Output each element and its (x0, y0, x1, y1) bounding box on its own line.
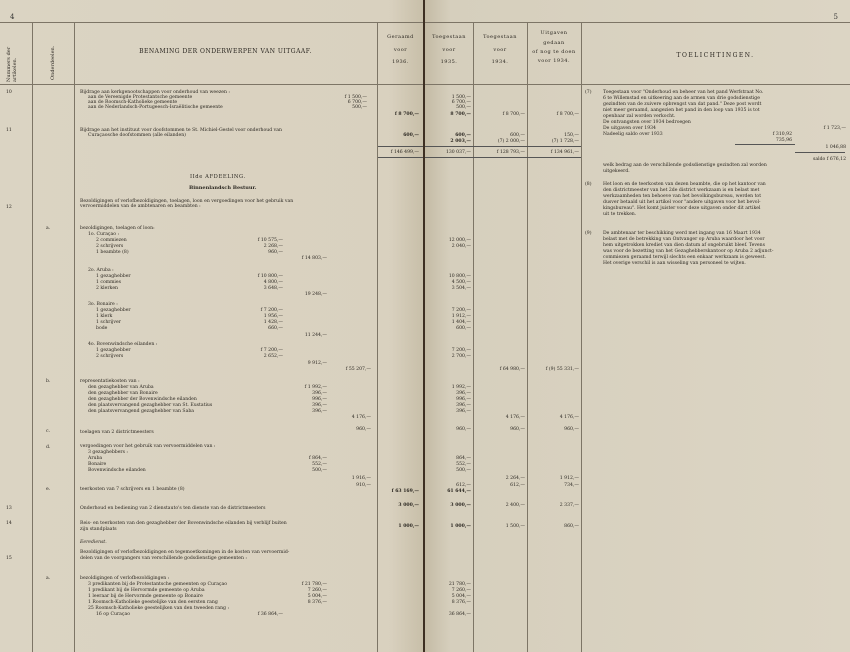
sum-rule (527, 157, 581, 158)
geraamd-line: voor (393, 47, 408, 53)
note-amount: 735,96 (775, 138, 792, 143)
amount-1935: 552,— (456, 462, 471, 467)
note-number: (9) (585, 231, 592, 236)
note-number: (7) (585, 90, 592, 95)
note-line: Het loon en de teerkosten van dezen beambte, die op het kantoor van (603, 182, 766, 187)
amount-1934: (7) 2 000,— (497, 139, 525, 144)
geraamd-line: Geraamd (387, 34, 414, 40)
note-line: Nadeelig saldo over 1933 (603, 132, 663, 137)
amount-1935: 500,— (456, 468, 471, 473)
art-line: Bijdrage aan het instituut voor doofstommen te St. Michiel-Gestel voor onderhoud van (80, 128, 282, 133)
amount: f 864,— (309, 456, 327, 461)
geraamd-line: 1936. (392, 59, 409, 65)
note-line: gezindten van de zuivere opbrengst van dat pand." Deze post wordt (603, 102, 762, 107)
art-number: 13 (6, 506, 12, 511)
art-number: 14 (6, 521, 12, 526)
note-line: werkzaamheden ten behoeve van het bevolkingsbureau, werden tot (603, 194, 762, 199)
total: 4 176,— (351, 415, 371, 420)
amount-1935: 396,— (456, 403, 471, 408)
col-rule (473, 22, 474, 652)
item: 3 predikanten bij de Protestantsche gemeenten op Curaçao (88, 582, 228, 587)
note-line: commiezen geraamd terwijl slechts een enkaar werkzaam is geweest. (603, 255, 766, 260)
amount-1935: 1 992,— (451, 385, 471, 390)
amount: 396,— (312, 403, 327, 408)
amount-1935: 4 500,— (451, 280, 471, 285)
sub-head: bezoldigingen, toelagen of loon: (80, 226, 155, 231)
amount: 3 648,— (263, 286, 283, 291)
note-line: De ontvangsten over 1934 bedroegen (603, 120, 691, 125)
item: 1 schrijver (96, 320, 121, 325)
note-line: niet meer geraamd, aangezien het pand in den loop van 1935 is tot (603, 108, 760, 113)
art-line: aan de Roomsch-Katholieke gemeente (88, 100, 178, 105)
amount-total: 3 000,— (398, 503, 419, 508)
subtotal: 9 912,— (307, 361, 327, 366)
header-line: Uitgaven (540, 30, 568, 36)
amount: 4 800,— (263, 280, 283, 285)
subtotal: f 14 803,— (301, 256, 327, 261)
sub-label: a. (46, 226, 51, 231)
col-header-benaming: BENAMING DER ONDERWERPEN VAN UITGAAF. (139, 48, 312, 55)
art-number: 11 (6, 128, 12, 133)
island-head: 1o. Curaçao : (88, 232, 120, 237)
art-line: vervoermiddelen van de ambtenaren en beambten : (80, 204, 201, 209)
amount-1935: 5 004,— (451, 594, 471, 599)
amount-1934: 4 176,— (505, 415, 525, 420)
amount-1935: 1 000,— (450, 524, 471, 529)
afdeeling-subtitle: Binnenlandsch Bestuur. (189, 185, 257, 191)
item: 1 gezaghebber (96, 348, 131, 353)
amount: f 1 992,— (304, 385, 327, 390)
item: 2 commiezen (96, 238, 127, 243)
item: 1 beambte (8) (96, 250, 129, 255)
item: 1 Roomsch-Katholieke geestelijke van den eersten rang (88, 600, 218, 605)
amount-1934: 1 500,— (505, 524, 525, 529)
header-bottom-rule (0, 84, 423, 85)
item: den gezaghebber van Bonaire (88, 391, 158, 396)
header-line: 1935. (440, 59, 458, 65)
amount-1935: 8 700,— (450, 112, 471, 117)
sub-head: 3 gezaghebbers : (88, 450, 128, 455)
col-rule (32, 22, 33, 652)
sub-label: d. (46, 445, 51, 450)
sub-label: c. (46, 429, 51, 434)
col-header-1934 (473, 34, 527, 65)
amount-1935: 3 000,— (450, 503, 471, 508)
amount-uitgaven: 1 912,— (559, 476, 579, 481)
note-line: was voor de bezetting van het Gezaghebberskantoor op Aruba 2 adjunct- (603, 249, 774, 254)
item: den gezaghebber der Bovenwindsche eilanden (88, 397, 197, 402)
col-rule (377, 22, 378, 652)
header-line: voor 1934. (537, 58, 571, 64)
amount-1934: 2 264,— (505, 476, 525, 481)
item: 25 Roomsch-Katholieke geestelijken van den tweeden rang : (88, 606, 230, 611)
art-line: aan de Vereenigde Protestantsche gemeente (88, 95, 193, 100)
col-header-onderdeelen: Onderdeelen. (50, 45, 56, 80)
item: 1 gezaghebber (96, 274, 131, 279)
amount-1934: 600,— (510, 133, 525, 138)
sum-rule (527, 146, 581, 147)
note-line: 6 te Willemstad en uitkeering aan de armen van drie godsdienstige (603, 96, 760, 101)
amount-1935: 396,— (456, 391, 471, 396)
amount-1935: 612,— (456, 483, 471, 488)
amount-1934: 2 400,— (505, 503, 525, 508)
item: 2 schrijvers (96, 354, 124, 359)
header-line: of nog te doen (532, 49, 576, 55)
amount: f 1 500,— (344, 95, 367, 100)
amount-1935: 960,— (456, 427, 471, 432)
amount-uitgaven: (7) 1 728,— (551, 139, 579, 144)
sub-head: vergoedingen voor het gebruik van vervoermiddelen van : (80, 444, 216, 449)
item: Bovenwindsche eilanden (88, 468, 146, 473)
amount-1935: 864,— (456, 456, 471, 461)
sum-rule (473, 146, 527, 147)
item: 1 gezaghebber (96, 308, 131, 313)
grand-total: f 63 169,— (391, 489, 419, 494)
art-number: 12 (6, 205, 12, 210)
item: 1 klerk (96, 314, 113, 319)
amount: f 7 200,— (260, 308, 283, 313)
amount: 960,— (268, 250, 283, 255)
amount: f 36 864,— (257, 612, 283, 617)
sub-label: b. (46, 379, 51, 384)
page-number-left: 4 (10, 13, 15, 21)
sub-label: e. (46, 487, 51, 492)
note-line: De ambtenaar ter beschikking werd met ingang van 16 Maart 1934 (603, 231, 761, 236)
left-page (0, 0, 423, 652)
art-line: zijn standplaats (80, 527, 117, 532)
note-line: kingsbureau". Het komt juister voor deze uitgaven onder dit artikel (603, 206, 761, 211)
sum-rule (795, 152, 845, 153)
note-line: hem uitgetrokken krediet van dien datum af ongebruikt bleef. Tevens (603, 243, 765, 248)
header-line: 1934. (491, 59, 509, 65)
amount-1935: 600,— (456, 326, 471, 331)
item: 2 klerken (96, 286, 119, 291)
amount: 500,— (312, 468, 327, 473)
art-number: 15 (6, 556, 12, 561)
total: 910,— (356, 483, 371, 488)
amount-1934: 960,— (510, 427, 525, 432)
section-title: Eeredienst. (80, 540, 107, 545)
item: den gezaghebber van Aruba (88, 385, 154, 390)
note-amount: f 310,92 (772, 132, 792, 137)
amount-1935: 7 200,— (451, 308, 471, 313)
subtotal: 19 248,— (304, 292, 327, 297)
amount-uitgaven: f 8 700,— (556, 112, 579, 117)
afdeeling-title: IIde AFDEELING. (190, 174, 246, 180)
col-header-geraamd (378, 34, 423, 65)
amount: 1 956,— (263, 314, 283, 319)
item: 1 leeraar bij de Hervormde gemeente op Bonaire (88, 594, 203, 599)
note-line: den districtmeester van het 2de district werkzaam is en belast met (603, 188, 760, 193)
amount-1935: 996,— (456, 397, 471, 402)
item: den plaatsvervangend gezaghebber van Saba (88, 409, 194, 414)
col-header-uitgaven (527, 30, 581, 64)
amount-1935: 396,— (456, 409, 471, 414)
note-line: Toegestaan voor "Onderhoud en beheer van het pand Werfstraat No. (603, 90, 764, 95)
amount-1935: 10 800,— (448, 274, 471, 279)
header-bottom-rule (425, 84, 850, 85)
note-line: openbaar zal worden verkocht. (603, 114, 676, 119)
sub-head: toelagen van 2 districtmeesters (80, 430, 154, 435)
sub-head: representatiekosten van : (80, 379, 140, 384)
amount-1935: 1 500,— (451, 95, 471, 100)
amount-1935: 6 700,— (451, 100, 471, 105)
amount-uitgaven: 4 176,— (559, 415, 579, 420)
note-line: uitgekeerd. (603, 169, 630, 174)
art-line: aan de Nederlandsch-Portugeesch-Israëlitische gemeente (88, 105, 223, 110)
header-line: voor (442, 47, 456, 53)
amount: 5 004,— (307, 594, 327, 599)
item: 16 op Curaçao (96, 612, 130, 617)
island-head: 3o. Bonaire : (88, 302, 118, 307)
amount: 1 428,— (263, 320, 283, 325)
art-line: delen van de voorgangers van verschillende godsdienstige gemeenten : (80, 556, 247, 561)
item: Bonaire (88, 462, 107, 467)
header-line: Toegestaan (483, 34, 517, 40)
amount-1935: 12 000,— (448, 238, 471, 243)
amount: 6 700,— (347, 100, 367, 105)
amount-uitgaven: 734,— (564, 483, 579, 488)
art-line: Bezoldigingen of verlofbezoldigingen, toelagen, loon en vergoedingen voor het gebruik van (80, 199, 294, 204)
sum-rule (425, 146, 473, 147)
amount-total: f 8 700,— (394, 112, 419, 117)
art-line: Onderhoud en bediening van 2 dienstauto's ten dienste van de districtmeesters (80, 506, 266, 511)
amount-uitgaven: 860,— (564, 524, 579, 529)
amount: 2 268,— (263, 244, 283, 249)
amount: f 21 780,— (301, 582, 327, 587)
col-header-toelichtingen: TOELICHTINGEN. (676, 52, 755, 59)
amount: 552,— (312, 462, 327, 467)
total: 1 916,— (351, 476, 371, 481)
sub-head: bezoldigingen of verlofbezoldigingen : (80, 576, 170, 581)
sub-head: teerkosten van 7 schrijvers en 1 beambte (8) (80, 487, 185, 492)
amount: 8 376,— (307, 600, 327, 605)
col-header-1935 (425, 34, 473, 65)
island-head: 2o. Aruba : (88, 268, 114, 273)
amount-1935: 36 864,— (448, 612, 471, 617)
amount: 7 260,— (307, 588, 327, 593)
col-rule (527, 22, 528, 652)
note-amount: f 1 723,— (823, 126, 846, 131)
amount-1935: 8 376,— (451, 600, 471, 605)
sum-rule (378, 146, 423, 147)
amount-1935: 7 200,— (451, 348, 471, 353)
note-line: Het overige verschil is aan wisseling van personeel te wijten. (603, 261, 746, 266)
sum-rule (425, 157, 473, 158)
header-top-rule (0, 22, 423, 23)
sum-rule (735, 144, 795, 145)
amount-1935: 1 404,— (451, 320, 471, 325)
amount-1935: 130 037,— (445, 150, 471, 155)
amount-1935: 2 040,— (451, 244, 471, 249)
art-line: Bezoldigingen of verlofbezoldigingen en tegemoetkomingen in de kosten van vervoermid- (80, 550, 290, 555)
amount-uitgaven: 960,— (564, 427, 579, 432)
amount-1934: 612,— (510, 483, 525, 488)
amount: 396,— (312, 409, 327, 414)
amount-1935: 7 260,— (451, 588, 471, 593)
header-top-rule (425, 22, 850, 23)
right-page (425, 0, 850, 652)
page-number-right: 5 (833, 13, 838, 21)
item: 1 commies (96, 280, 121, 285)
note-number: (8) (585, 182, 592, 187)
amount-1935: 3 504,— (451, 286, 471, 291)
amount-1935: 500,— (456, 105, 471, 110)
amount: 660,— (268, 326, 283, 331)
amount-1935: 2 003,— (450, 139, 471, 144)
art-line: Curaçaosche doofstommen (alle eilanden) (88, 133, 186, 138)
amount-uitgaven: 2 337,— (559, 503, 579, 508)
col-header-nummers: Nummers der artikelen. (6, 46, 18, 82)
header-line: gedaan (543, 40, 565, 46)
amount-1935: 600,— (455, 133, 471, 138)
amount-uitgaven: f (9) 55 331,— (545, 367, 579, 372)
note-line: welk bedrag aan de verschillende godsdienstige gezindten zal worden (603, 163, 767, 168)
amount: 500,— (352, 105, 367, 110)
total: 960,— (356, 427, 371, 432)
total: f 55 207,— (345, 367, 371, 372)
note-amount: 1 046,88 (825, 145, 846, 150)
note-line: uit te trekken. (603, 212, 637, 217)
amount-1934: f 128 793,— (496, 150, 525, 155)
grand-total: f 146 499,— (390, 150, 419, 155)
note-amount: saldo f 676,12 (813, 157, 846, 162)
amount: 2 652,— (263, 354, 283, 359)
item: bode (96, 326, 108, 331)
amount-1935: 2 700,— (451, 354, 471, 359)
header-line: voor (493, 47, 507, 53)
amount: f 7 200,— (260, 348, 283, 353)
amount: f 10 800,— (257, 274, 283, 279)
sum-rule (473, 157, 527, 158)
amount: 396,— (312, 391, 327, 396)
amount-1935: 61 644,— (447, 489, 471, 494)
island-head: 4o. Bovenwindsche eilanden : (88, 342, 158, 347)
art-line: Bijdrage aan kerkgenootschappen voor onderhoud van weezen : (80, 90, 230, 95)
col-rule (581, 22, 582, 652)
note-line: De uitgaven over 1934 (603, 126, 656, 131)
header-line: Toegestaan (432, 34, 466, 40)
note-line: belast met de betrekking van Ontvanger op Aruba waardoor het voor (603, 237, 765, 242)
amount-1934: f 8 700,— (502, 112, 525, 117)
art-line: Reis- en teerkosten van den gezaghebber der Bovenwindsche eilanden bij verblijf buiten (80, 521, 287, 526)
amount-1935: 21 780,— (448, 582, 471, 587)
amount-1934: f 64 980,— (499, 367, 525, 372)
col-rule (74, 22, 75, 652)
amount: f 10 575,— (257, 238, 283, 243)
amount-uitgaven: 150,— (564, 133, 579, 138)
note-line: dusver betaald uit het artikel voor "andere uitgaven voor het bevol- (603, 200, 761, 205)
subtotal: 11 244,— (304, 333, 327, 338)
item: Aruba (88, 456, 103, 461)
amount-total: 1 000,— (398, 524, 419, 529)
item: 1 predikant bij de Hervormde gemeente op Aruba (88, 588, 205, 593)
sum-rule (378, 157, 423, 158)
amount-uitgaven: f 134 961,— (550, 150, 579, 155)
item: 2 schrijvers (96, 244, 124, 249)
amount-1935: 1 912,— (451, 314, 471, 319)
amount-total: 600,— (403, 133, 419, 138)
sub-label: a. (46, 576, 51, 581)
art-number: 10 (6, 90, 12, 95)
item: den plaatsvervangend gezaghebber van St. Eustatius (88, 403, 213, 408)
amount: 996,— (312, 397, 327, 402)
